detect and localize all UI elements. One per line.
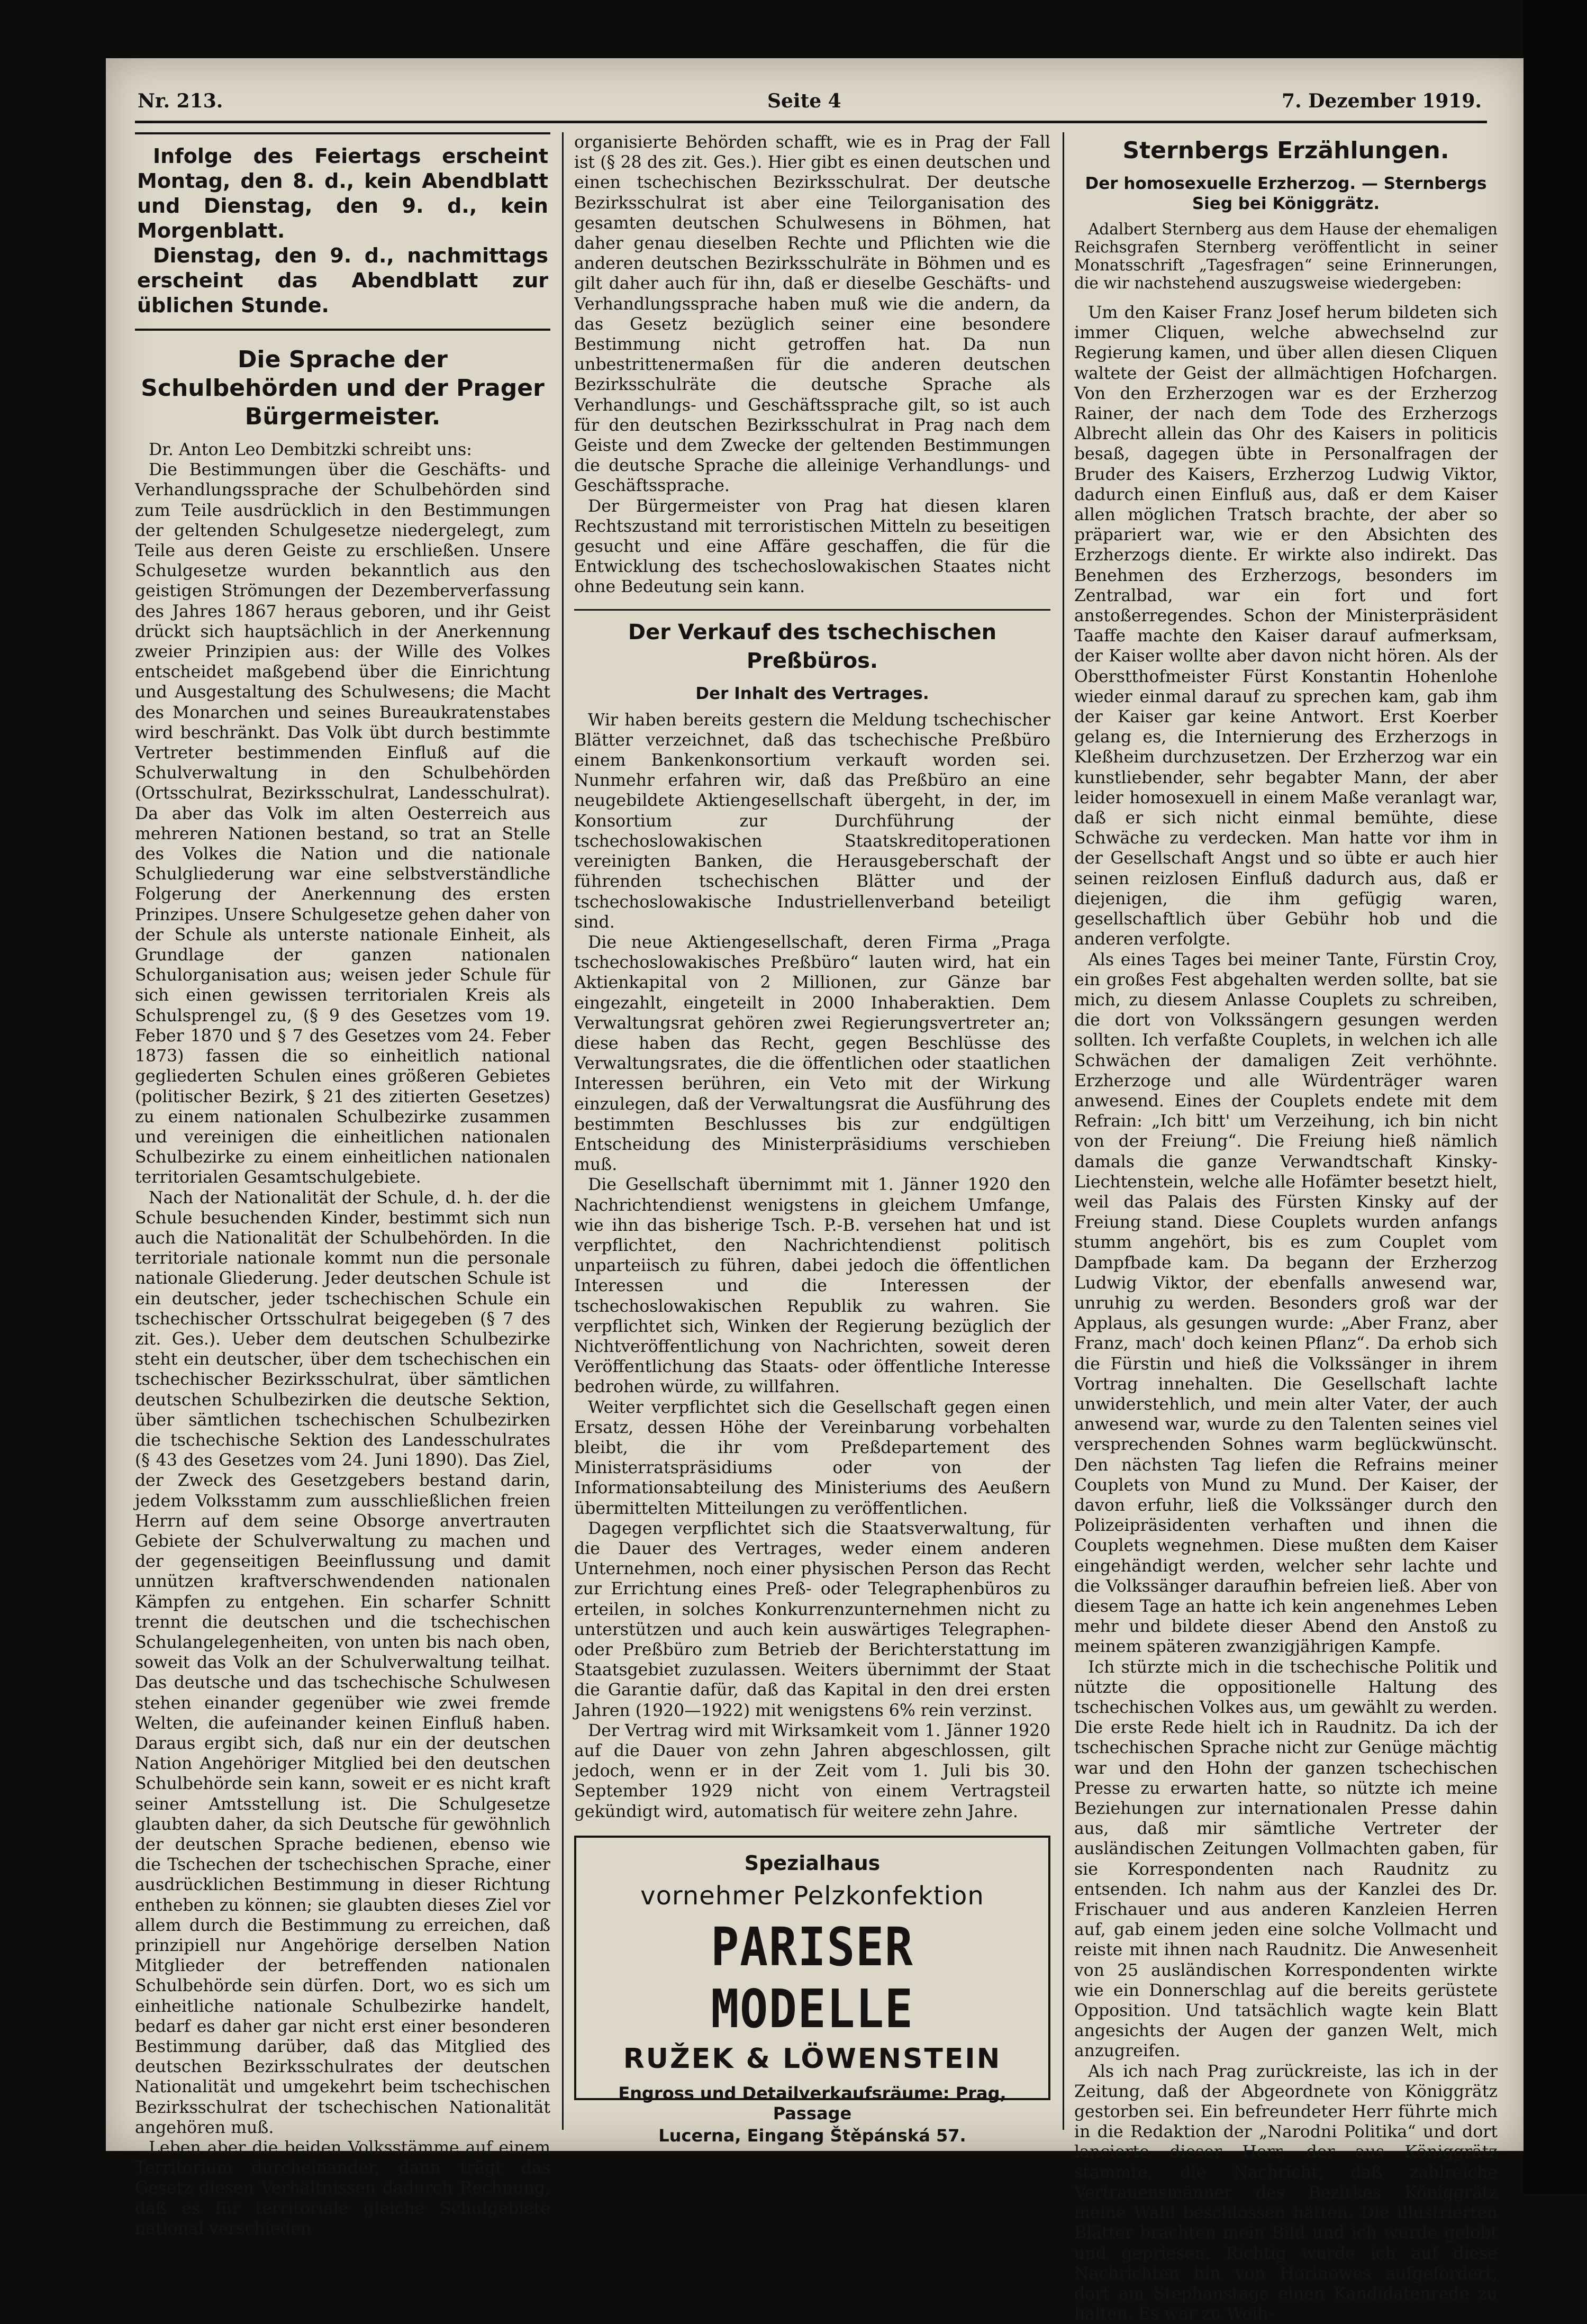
article-paragraph: organisierte Behörden schafft, wie es in Prag der Fall ist (§ 28 des zit. Ges.). Hier gibt es einen deutschen und einen tschechischen Bezirksschulrat. Der deutsche Bezirksschulrat ist aber eine Teilorganisation des gesamten deutschen Schulwesens in Böhmen, hat daher genau dieselben Rechte und Pflichten wie die anderen deutschen Bezirksschulräte in Böhmen und es gilt daher auch für ihn, daß er dieselbe Geschäfts- und Verhandlungssprache haben muß wie die andern, da das Gesetz bezüglich seiner eine besondere Bestimmung nicht getroffen hat. Da nun unbestrittenermaßen für die anderen deutschen Bezirksschulräte die deutsche Sprache als Verhandlungs- und Geschäftssprache gilt, so ist auch für den deutschen Bezirksschulrat in Prag nach dem Geiste und dem Zwecke der geltenden Bestimmungen die deutsche Sprache die alleinige Verhandlungs- und Geschäftssprache. (574, 133, 1050, 496)
article-paragraph: Dagegen verpflichtet sich die Staatsverwaltung, für die Dauer des Vertrages, weder einem anderen Unternehmen, noch einer physischen Person das Recht zur Errichtung eines Preß- oder Telegraphenbüros zu erteilen, in solches Konkurrenzunternehmen nicht zu unterstützen und auch kein auswärtiges Telegraphen- oder Preßbüro zum Betrieb der Berichterstattung im Staatsgebiet zuzulassen. Weiters übernimmt der Staat die Garantie dafür, daß das Kapital in den drei ersten Jahren (1920—1922) mit wenigstens 6% rein verzinst. (574, 1519, 1050, 1720)
article-paragraph: Als ich nach Prag zurückreiste, las ich in der Zeitung, daß der Abgeordnete von Königgrätz gestorben sei. Ein befreundeter Herr führte mich in die Redaktion der „Narodni Politika“ und dort lancierte dieser Herr, der aus Königgrätz stammte, die Nachricht, daß zahlreiche Vertrauensmänner des Bezirkes Königgrätz meine Wahl beschlossen hätten. Die illustrierten Blätter brachten mein Bild und ich wurde gelobt und gepriesen. Richtig wurde ich auf diese Nachrichten hin von Horinowes aufgefordert, dort am Stephanstage einen Kandidatenrede zu halten. Es war zu Weih- (1074, 2062, 1498, 2324)
article-paragraph: Die neue Aktiengesellschaft, deren Firma „Praga tschechoslowakisches Preßbüro“ lauten wird, hat ein Aktienkapital von 2 Millionen, zur Gänze bar eingezahlt, eingeteilt in 2000 Inhaberaktien. Dem Verwaltungsrat gehören zwei Regierungsvertreter an; diese haben das Recht, gegen Beschlüsse des Verwaltungsrates, die die öffentlichen oder staatlichen Interessen berühren, ein Veto mit der Wirkung einzulegen, daß der Verwaltungsrat die Ausführung des bestimmten Beschlusses bis zur endgültigen Entscheidung des Ministerpräsidiums verschieben muß. (574, 932, 1050, 1175)
ad-subtitle: vornehmer Pelzkonfektion (640, 1881, 984, 1911)
article-headline: Die Sprache der Schulbehörden und der Prager Bürgermeister. (141, 346, 545, 430)
notice-paragraph: Infolge des Feiertags erscheint Montag, den 8. d., kein Abendblatt und Dienstag, den 9. d., kein Morgenblatt. (137, 144, 548, 242)
ad-title: PARISER MODELLE (711, 1916, 914, 2040)
issue-number: Nr. 213. (138, 90, 223, 112)
page-number: Seite 4 (767, 90, 841, 112)
scan-border (1523, 0, 1587, 2193)
column-divider (562, 132, 564, 2130)
article-intro: Adalbert Sternberg aus dem Hause der ehemaligen Reichsgrafen Sternberg veröffentlicht in seiner Monatsschrift „Tagesfragen“ seine Erinnerungen, die wir nachstehend auszugsweise wiedergeben: (1074, 220, 1498, 292)
article-paragraph: Weiter verpflichtet sich die Gesellschaft gegen einen Ersatz, dessen Höhe der Vereinbarung vorbehalten bleibt, die ihr vom Preßdepartement des Ministerratspräsidiums oder von der Informationsabteilung des Ministeriums des Aeußern übermittelten Mitteilungen zu veröffentlichen. (574, 1397, 1050, 1518)
article-paragraph: Die Gesellschaft übernimmt mit 1. Jänner 1920 den Nachrichtendienst wenigstens in gleichem Umfange, wie ihn das bisherige Tsch. P.-B. versehen hat und ist verpflichtet, den Nachrichtendienst politisch unparteiisch zu führen, dabei jedoch die öffentlichen Interessen und die Interessen der tschechoslowakischen Republik zu wahren. Sie verpflichtet sich, Winken der Regierung bezüglich der Nichtveröffentlichung von Nachrichten, soweit deren Veröffentlichung das Staats- oder öffentliche Interesse bedrohen würde, zu willfahren. (574, 1175, 1050, 1397)
column-divider (1063, 132, 1064, 2130)
header-rule (135, 121, 1487, 123)
ad-kicker: Spezialhaus (744, 1851, 881, 1875)
article-paragraph: Der Bürgermeister von Prag hat diesen klaren Rechtszustand mit terroristischen Mitteln zu beseitigen gesucht und eine Affäre geschaffen, die für die Entwicklung des tschechoslowakischen Staates nicht ohne Bedeutung sein kann. (574, 496, 1050, 597)
article-headline: Der Verkauf des tschechischen Preßbüros. (628, 620, 997, 673)
ad-address: Lucerna, Eingang Štěpánská 57. (658, 2125, 966, 2146)
article-paragraph: Die Bestimmungen über die Geschäfts- und Verhandlungssprache der Schulbehörden sind zum Teile ausdrücklich in den Bestimmungen der geltenden Schulgesetze niedergelegt, zum Teile aus deren Geiste zu erschließen. Unsere Schulgesetze wurden bekanntlich aus den geistigen Strömungen der Dezemberverfassung des Jahres 1867 heraus geboren, und ihr Geist drückt sich hauptsächlich in der Anerkennung zweier Prinzipien aus: der Wille des Volkes entscheidet maßgebend über die Einrichtung und Ausgestaltung des Schulwesens; die Macht des Monarchen und seines Bureaukratenstabes wird beschränkt. Das Volk übt durch bestimmte Vertreter bestimmenden Einfluß auf die Schulverwaltung in den Schulbehörden (Ortsschulrat, Bezirksschulrat, Landesschulrat). Da aber das Volk im alten Oesterreich aus mehreren Nationen bestand, so trat an Stelle des Volkes die Nation und die nationale Schulgliederung war eine selbstverständliche Folgerung der Anerkennung des ersten Prinzipes. Unsere Schulgesetze gehen daher von der Schule als unterste nationale Einheit, als Grundlage der ganzen nationalen Schulorganisation aus; weisen jeder Schule für sich einen gewissen territorialen Kreis als Schulsprengel zu, (§ 9 des Gesetzes vom 19. Feber 1870 und § 7 des Gesetzes vom 24. Feber 1873) fassen die so einheitlich national gegliederten Schulen eines größeren Gebietes (politischer Bezirk, § 21 des zitierten Gesetzes) zu einem nationalen Schulbezirke zusammen und vereinigen die einheitlichen nationalen Schulbezirke zu einem einheitlichen nationalen territorialen Gesamtschulgebiete. (135, 460, 550, 1187)
newspaper-page (106, 58, 1524, 2324)
issue-date: 7. Dezember 1919. (1282, 90, 1482, 112)
advertisement (574, 1836, 1050, 2146)
article-paragraph: Leben aber die beiden Volksstämme auf einem Territorium durcheinander, dann trägt das Gesetz diesen Verhältnissen dadurch Rechnung, daß es für territoriale gleiche Schulgebiete national verschieden (135, 2138, 550, 2238)
article-paragraph: Um den Kaiser Franz Josef herum bildeten sich immer Cliquen, welche abwechselnd zur Regierung kamen, und über allen diesen Cliquen waltete der Geist der allmächtigen Hofchargen. Von den Erzherzogen war es der Erzherzog Rainer, der nach dem Tode des Erzherzogs Albrecht allein das Ohr des Kaisers in politicis besaß, dagegen übte in Personalfragen der Bruder des Kaisers, Erzherzog Ludwig Viktor, dadurch einen Einfluß aus, daß er dem Kaiser allen möglichen Tratsch brachte, der aber so präpariert war, wie er den Absichten des Erzherzogs diente. Er wirkte also indirekt. Das Benehmen des Erzherzogs, besonders im Zentralbad, war ein fort und fort anstoßerregendes. Schon der Ministerpräsident Taaffe machte den Kaiser darauf aufmerksam, der Kaiser wollte aber davon nicht hören. Als der Oberstthofmeister Fürst Konstantin Hohenlohe wieder einmal darauf zu sprechen kam, gab ihm der Kaiser gar keine Antwort. Erst Koerber gelang es, die Internierung des Erzherzogs in Kleßheim durchzusetzen. Der Erzherzog war ein kunstliebender, sehr begabter Mann, der aber leider homosexuell in einem Maße veranlagt war, daß er sich nicht einmal bemühte, diese Schwäche zu verdecken. Man hatte vor ihm in der Gesellschaft Angst und so übte er auch hier seinen reizlosen Einfluß dadurch aus, daß er diejenigen, die ihm gefügig waren, gesellschaftlich über Gebühr hob und die anderen verfolgte. (1074, 303, 1498, 949)
holiday-notice (135, 132, 550, 331)
article-paragraph: Nach der Nationalität der Schule, d. h. der die Schule besuchenden Kinder, bestimmt sich nun auch die Nationalität der Schulbehörden. In die territoriale nationale kommt nun die personale nationale Gliederung. Jeder deutschen Schule ist ein deutscher, jeder tschechischen Schule ein tschechischer Ortsschulrat beigegeben (§ 7 des zit. Ges.). Ueber dem deutschen Schulbezirke steht ein deutscher, über dem tschechischen ein tschechischer Bezirksschulrat, über sämtlichen deutschen Schulbezirken die deutsche Sektion, über sämtlichen tschechischen Schulbezirken die tschechische Sektion des Landesschulrates (§ 43 des Gesetzes vom 24. Juni 1890). Das Ziel, der Zweck des Gesetzgebers bestand darin, jedem Volksstamm zum ausschließlichen freien Herrn auf dem seine Obsorge anvertrauten Gebiete der Schulverwaltung zu machen und der gegenseitigen Beeinflussung und damit unnützen kraftverschwendenden nationalen Kämpfen zu entgehen. Ein scharfer Schnitt trennt die deutschen und die tschechischen Schulangelegenheiten, von unten bis nach oben, soweit das Volk an der Schulverwaltung teilhat. Das deutsche und das tschechische Schulwesen stehen einander gegenüber wie zwei fremde Welten, die aufeinander keinen Einfluß haben. Daraus ergibt sich, daß nur ein der deutschen Nation Angehöriger Mitglied bei den deutschen Schulbehörde sein kann, soweit er es nicht kraft seiner Amtsstellung ist. Die Schulgesetze glaubten daher, da sich Deutsche für gewöhnlich der deutschen Sprache bedienen, ebenso wie die Tschechen der tschechischen Sprache, einer ausdrücklichen Bestimmung in dieser Richtung entheben zu können; sie glaubten dieses Ziel vor allem durch die Bestimmung zu erreichen, daß prinzipiell nur Angehörige derselben Nation Mitglieder der betreffenden nationalen Schulbehörde sein dürfen. Dort, wo es sich um einheitliche nationale Schulbezirke handelt, bedarf es daher gar nicht erst einer besonderen Bestimmung darüber, daß das Mitglied des deutschen Bezirksschulrates der deutschen Nationalität und umgekehrt beim tschechischen Bezirksschulrat der tschechischen Nationalität angehören muß. (135, 1188, 550, 2137)
column-left (135, 132, 550, 2238)
article-subheadline: Der homosexuelle Erzherzog. — Sternbergs Sieg bei Königgrätz. (1085, 174, 1487, 213)
article-separator (574, 609, 1050, 611)
article-paragraph: Dr. Anton Leo Dembitzki schreibt uns: (149, 440, 472, 459)
column-right (1074, 132, 1498, 2324)
notice-paragraph: Dienstag, den 9. d., nachmittags erscheint das Abendblatt zur üblichen Stunde. (137, 244, 548, 317)
article-headline: Sternbergs Erzählungen. (1122, 137, 1449, 164)
article-subheadline: Der Inhalt des Vertrages. (695, 684, 929, 703)
column-middle (574, 132, 1050, 2146)
article-paragraph: Der Vertrag wird mit Wirksamkeit vom 1. Jänner 1920 auf die Dauer von zehn Jahren abgeschlossen, gilt jedoch, wenn er in der Zeit vom 1. Juli bis 30. September 1929 nicht von einem Vertragsteil gekündigt wird, automatisch für weitere zehn Jahre. (574, 1721, 1050, 1821)
ad-address: Engross und Detailverkaufsräume: Prag, Passage (618, 2083, 1006, 2123)
article-paragraph: Wir haben bereits gestern die Meldung tschechischer Blätter verzeichnet, daß das tschechische Preßbüro einem Bankenkonsortium verkauft worden sei. Nunmehr erfahren wir, daß das Preßbüro an eine neugebildete Aktiengesellschaft übergeht, in der, im Konsortium zur Durchführung der tschechoslowakischen Staatskreditoperationen vereinigten Banken, die Herausgeberschaft der führenden tschechischen Blätter und der tschechoslowakische Industriellenverband beteiligt sind. (574, 710, 1050, 932)
article-paragraph: Ich stürzte mich in die tschechische Politik und nützte die oppositionelle Haltung des tschechischen Volkes aus, um gewählt zu werden. Die erste Rede hielt ich in Raudnitz. Da ich der tschechischen Sprache nicht zur Genüge mächtig war und den Hohn der ganzen tschechischen Presse zu erwarten hatte, so nützte ich meine Beziehungen zur internationalen Presse dahin aus, daß mir sämtliche Vertreter der ausländischen Zeitungen Vollmachten gaben, für sie Korrespondenten nach Raudnitz zu entsenden. Ich nahm aus der Kanzlei des Dr. Frischauer und aus anderen Kanzleien Herren auf, gab einem jeden eine solche Vollmacht und reiste mit ihnen nach Raudnitz. Die Anwesenheit von 25 ausländischen Korrespondenten wirkte wie ein Donnerschlag auf die bereits gerüstete Opposition. Und tatsächlich wagte kein Blatt angesichts der Augen der ganzen Welt, mich anzugreifen. (1074, 1657, 1498, 2061)
article-paragraph: Als eines Tages bei meiner Tante, Fürstin Croy, ein großes Fest abgehalten werden sollte, bat sie mich, zu diesem Anlasse Couplets zu schreiben, die dort von Volkssängern gesungen werden sollten. Ich verfaßte Couplets, in welchen ich alle Schwächen der damaligen Zeit verhöhnte. Erzherzoge und alle Würdenträger waren anwesend. Eines der Couplets endete mit dem Refrain: „Ich bitt' um Verzeihung, ich bin nicht von der Freiung“. Die Freiung hieß nämlich damals die ganze Verwandtschaft Kinsky-Liechtenstein, welche alle Hofämter besetzt hielt, weil das Palais des Fürsten Kinsky auf der Freiung stand. Diese Couplets wurden anfangs stumm angehört, bis es zum Couplet vom Dampfbade kam. Da begann der Erzherzog Ludwig Viktor, der ebenfalls anwesend war, unruhig zu werden. Besonders groß war der Applaus, als gesungen wurde: „Aber Franz, aber Franz, mach' doch keinen Pflanz“. Da erhob sich die Fürstin und hieß die Volkssänger in ihrem Vortrag innehalten. Die Gesellschaft lachte unwiderstehlich, und mein alter Vater, der auch anwesend war, wurde zu den Talenten seines viel versprechenden Sohnes warm beglückwünscht. Den nächsten Tag liefen die Refrains meiner Couplets von Mund zu Mund. Der Kaiser, der davon erfuhr, ließ die Volkssänger durch den Polizeipräsidenten verhaften und ihnen die Couplets wegnehmen. Diese mußten dem Kaiser eingehändigt werden, welcher sehr lachte und die Volkssänger daraufhin befreien ließ. Aber von diesem Tage an hatte ich kein angenehmes Leben mehr und bildete dieser Abend den Anstoß zu meinem späteren zwanzigjährigen Kampfe. (1074, 950, 1498, 1657)
ad-firm-name: RUŽEK & LÖWENSTEIN (623, 2042, 1002, 2075)
